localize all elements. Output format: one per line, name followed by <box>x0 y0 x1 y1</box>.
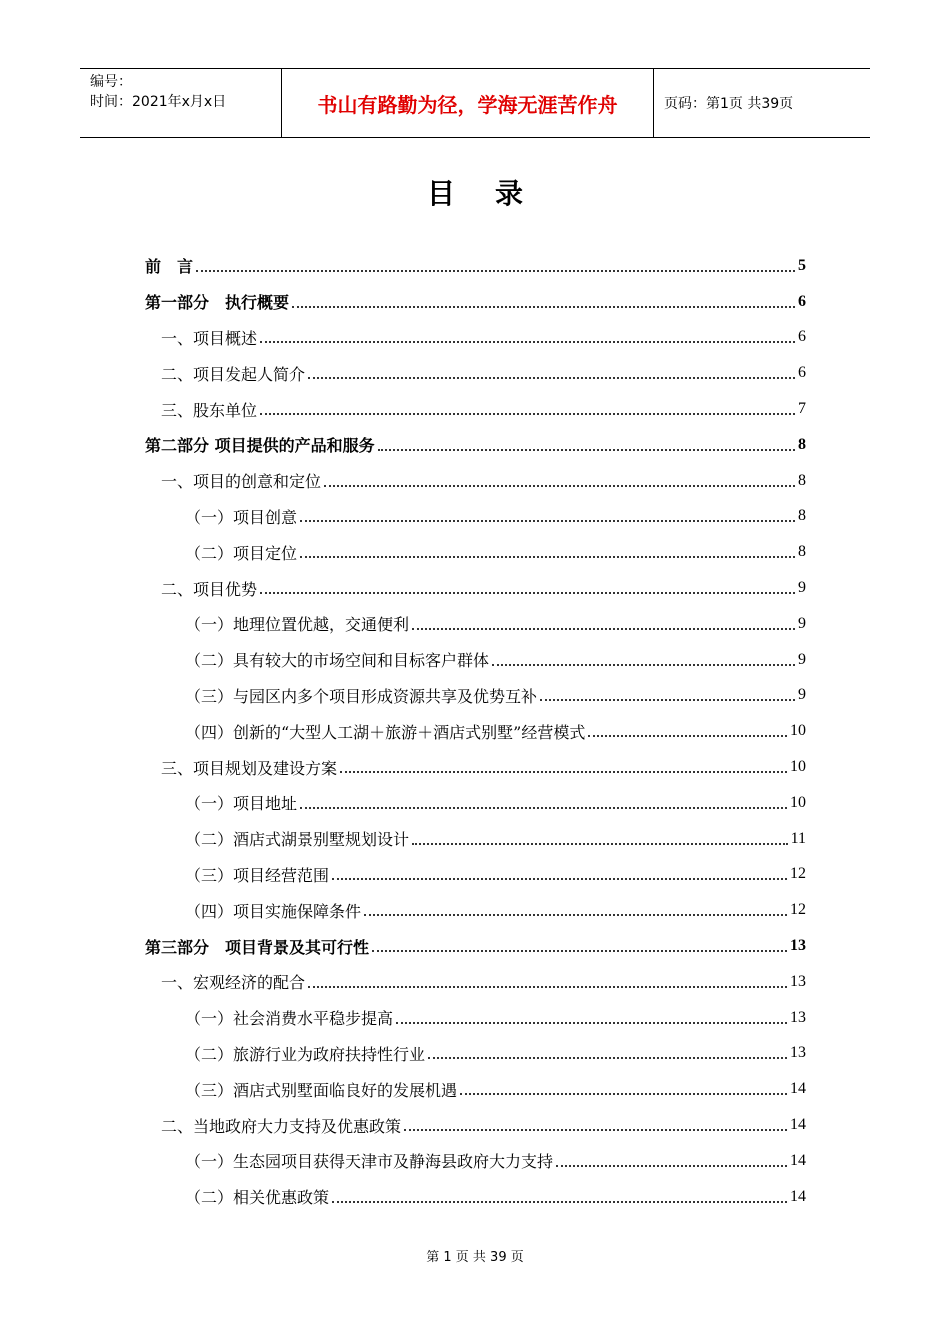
toc-entry-title: （一）项目创意 <box>185 507 298 527</box>
toc-entry[interactable] <box>145 749 806 785</box>
toc-entry-page-number: 8 <box>798 435 806 453</box>
toc-entry-page-number: 9 <box>798 579 806 597</box>
toc-dot-leader <box>364 896 787 916</box>
toc-dot-leader <box>460 1075 787 1095</box>
toc-dot-leader <box>588 717 787 737</box>
toc-entry-title: 一、项目的创意和定位 <box>161 472 322 492</box>
toc-entry-title: 第三部分 项目背景及其可行性 <box>145 937 370 957</box>
toc-entry-page-number: 14 <box>790 1080 806 1098</box>
toc-entry-title: （二）相关优惠政策 <box>185 1188 330 1208</box>
toc-entry-page-number: 11 <box>790 829 806 847</box>
toc-entry-title: 一、项目概述 <box>161 328 258 348</box>
toc-dot-leader <box>300 789 787 809</box>
toc-entry-title: （四）项目实施保障条件 <box>185 901 362 921</box>
document-number-label: 编号： <box>90 74 132 90</box>
toc-entry[interactable] <box>145 1071 806 1107</box>
toc-entry[interactable] <box>145 391 806 427</box>
toc-entry-page-number: 12 <box>790 865 806 883</box>
toc-entry[interactable] <box>145 570 806 606</box>
toc-entry-title: 第一部分 执行概要 <box>145 293 290 313</box>
toc-entry-title: 二、当地政府大力支持及优惠政策 <box>161 1116 402 1136</box>
toc-dot-leader <box>308 968 787 988</box>
toc-entry-page-number: 10 <box>790 793 806 811</box>
toc-entry-title: 二、项目发起人简介 <box>161 364 306 384</box>
toc-entry[interactable] <box>145 427 806 463</box>
toc-dot-leader <box>540 681 795 701</box>
toc-entry-page-number: 5 <box>798 256 806 274</box>
header-page-info: 页码：第1页 共39页 <box>664 96 794 112</box>
toc-dot-leader <box>300 538 795 558</box>
toc-entry[interactable] <box>145 499 806 535</box>
toc-dot-leader <box>308 359 795 379</box>
toc-entry[interactable] <box>145 248 806 284</box>
toc-entry-page-number: 13 <box>790 937 806 955</box>
toc-entry-page-number: 8 <box>798 507 806 525</box>
toc-entry-page-number: 13 <box>790 1008 806 1026</box>
toc-entry-page-number: 6 <box>798 292 806 310</box>
toc-dot-leader <box>260 323 795 343</box>
toc-entry-title: 二、项目优势 <box>161 579 258 599</box>
header-motto: 书山有路勤为径，学海无涯苦作舟 <box>282 69 654 137</box>
table-of-contents <box>145 248 806 1215</box>
toc-dot-leader <box>332 1183 787 1203</box>
toc-entry[interactable] <box>145 606 806 642</box>
toc-entry-title: 三、项目规划及建设方案 <box>161 758 338 778</box>
toc-entry[interactable] <box>145 785 806 821</box>
toc-entry-title: （三）与园区内多个项目形成资源共享及优势互补 <box>185 686 538 706</box>
page-title: 目录 <box>426 177 563 210</box>
toc-dot-leader <box>300 502 795 522</box>
toc-entry[interactable] <box>145 284 806 320</box>
toc-entry[interactable] <box>145 534 806 570</box>
toc-dot-leader <box>260 574 795 594</box>
toc-dot-leader <box>196 252 795 272</box>
toc-entry[interactable] <box>145 463 806 499</box>
page-header <box>80 68 870 138</box>
toc-dot-leader <box>340 753 787 773</box>
toc-entry-page-number: 14 <box>790 1151 806 1169</box>
toc-dot-leader <box>396 1004 787 1024</box>
toc-entry-page-number: 13 <box>790 972 806 990</box>
toc-entry-page-number: 7 <box>798 400 806 418</box>
toc-entry-page-number: 9 <box>798 686 806 704</box>
document-date: 时间：2021年x月x日 <box>90 94 227 110</box>
toc-dot-leader <box>372 932 787 952</box>
toc-dot-leader <box>260 395 795 415</box>
toc-entry[interactable] <box>145 964 806 1000</box>
toc-entry[interactable] <box>145 642 806 678</box>
toc-entry[interactable] <box>145 1143 806 1179</box>
toc-entry-title: （一）项目地址 <box>185 794 298 814</box>
toc-entry[interactable] <box>145 713 806 749</box>
toc-dot-leader <box>378 431 795 451</box>
toc-entry-page-number: 10 <box>790 722 806 740</box>
toc-entry-page-number: 9 <box>798 614 806 632</box>
toc-entry-title: （二）旅游行业为政府扶持性行业 <box>185 1044 426 1064</box>
toc-entry-title: （三）项目经营范围 <box>185 865 330 885</box>
toc-entry-page-number: 10 <box>790 758 806 776</box>
toc-entry[interactable] <box>145 1107 806 1143</box>
toc-entry-page-number: 13 <box>790 1044 806 1062</box>
toc-entry[interactable] <box>145 821 806 857</box>
toc-entry-page-number: 8 <box>798 471 806 489</box>
toc-entry-page-number: 14 <box>790 1187 806 1205</box>
toc-entry[interactable] <box>145 892 806 928</box>
toc-entry-title: 前 言 <box>145 257 194 277</box>
toc-dot-leader <box>428 1039 787 1059</box>
toc-entry[interactable] <box>145 928 806 964</box>
toc-entry-title: （四）创新的“大型人工湖＋旅游＋酒店式别墅”经营模式 <box>185 722 586 742</box>
toc-entry-title: 第二部分 项目提供的产品和服务 <box>145 436 375 456</box>
toc-entry-page-number: 14 <box>790 1116 806 1134</box>
toc-entry[interactable] <box>145 678 806 714</box>
toc-dot-leader <box>404 1111 787 1131</box>
toc-entry-page-number: 8 <box>798 543 806 561</box>
toc-entry-title: （二）项目定位 <box>185 543 298 563</box>
toc-entry-page-number: 12 <box>790 901 806 919</box>
toc-entry-title: （一）社会消费水平稳步提高 <box>185 1009 394 1029</box>
toc-entry[interactable] <box>145 355 806 391</box>
toc-entry-title: 一、宏观经济的配合 <box>161 973 306 993</box>
toc-entry-title: （三）酒店式别墅面临良好的发展机遇 <box>185 1080 458 1100</box>
toc-entry-title: （二）酒店式湖景别墅规划设计 <box>185 830 410 850</box>
toc-entry-title: （二）具有较大的市场空间和目标客户群体 <box>185 651 490 671</box>
toc-entry[interactable] <box>145 1000 806 1036</box>
toc-entry-title: （一）生态园项目获得天津市及静海县政府大力支持 <box>185 1152 554 1172</box>
toc-dot-leader <box>332 860 787 880</box>
header-meta <box>80 69 282 137</box>
toc-entry-page-number: 6 <box>798 328 806 346</box>
toc-entry-title: （一）地理位置优越，交通便利 <box>185 615 410 635</box>
toc-dot-leader <box>412 610 795 630</box>
toc-entry-page-number: 6 <box>798 364 806 382</box>
toc-dot-leader <box>412 825 788 845</box>
toc-dot-leader <box>556 1147 787 1167</box>
toc-entry[interactable] <box>145 1179 806 1215</box>
page-footer: 第 1 页 共 39 页 <box>426 1250 524 1265</box>
toc-entry-page-number: 9 <box>798 650 806 668</box>
toc-entry[interactable] <box>145 320 806 356</box>
toc-dot-leader <box>324 467 795 487</box>
toc-entry[interactable] <box>145 857 806 893</box>
toc-dot-leader <box>492 646 795 666</box>
toc-entry[interactable] <box>145 1036 806 1072</box>
toc-dot-leader <box>292 288 795 308</box>
toc-entry-title: 三、股东单位 <box>161 400 258 420</box>
